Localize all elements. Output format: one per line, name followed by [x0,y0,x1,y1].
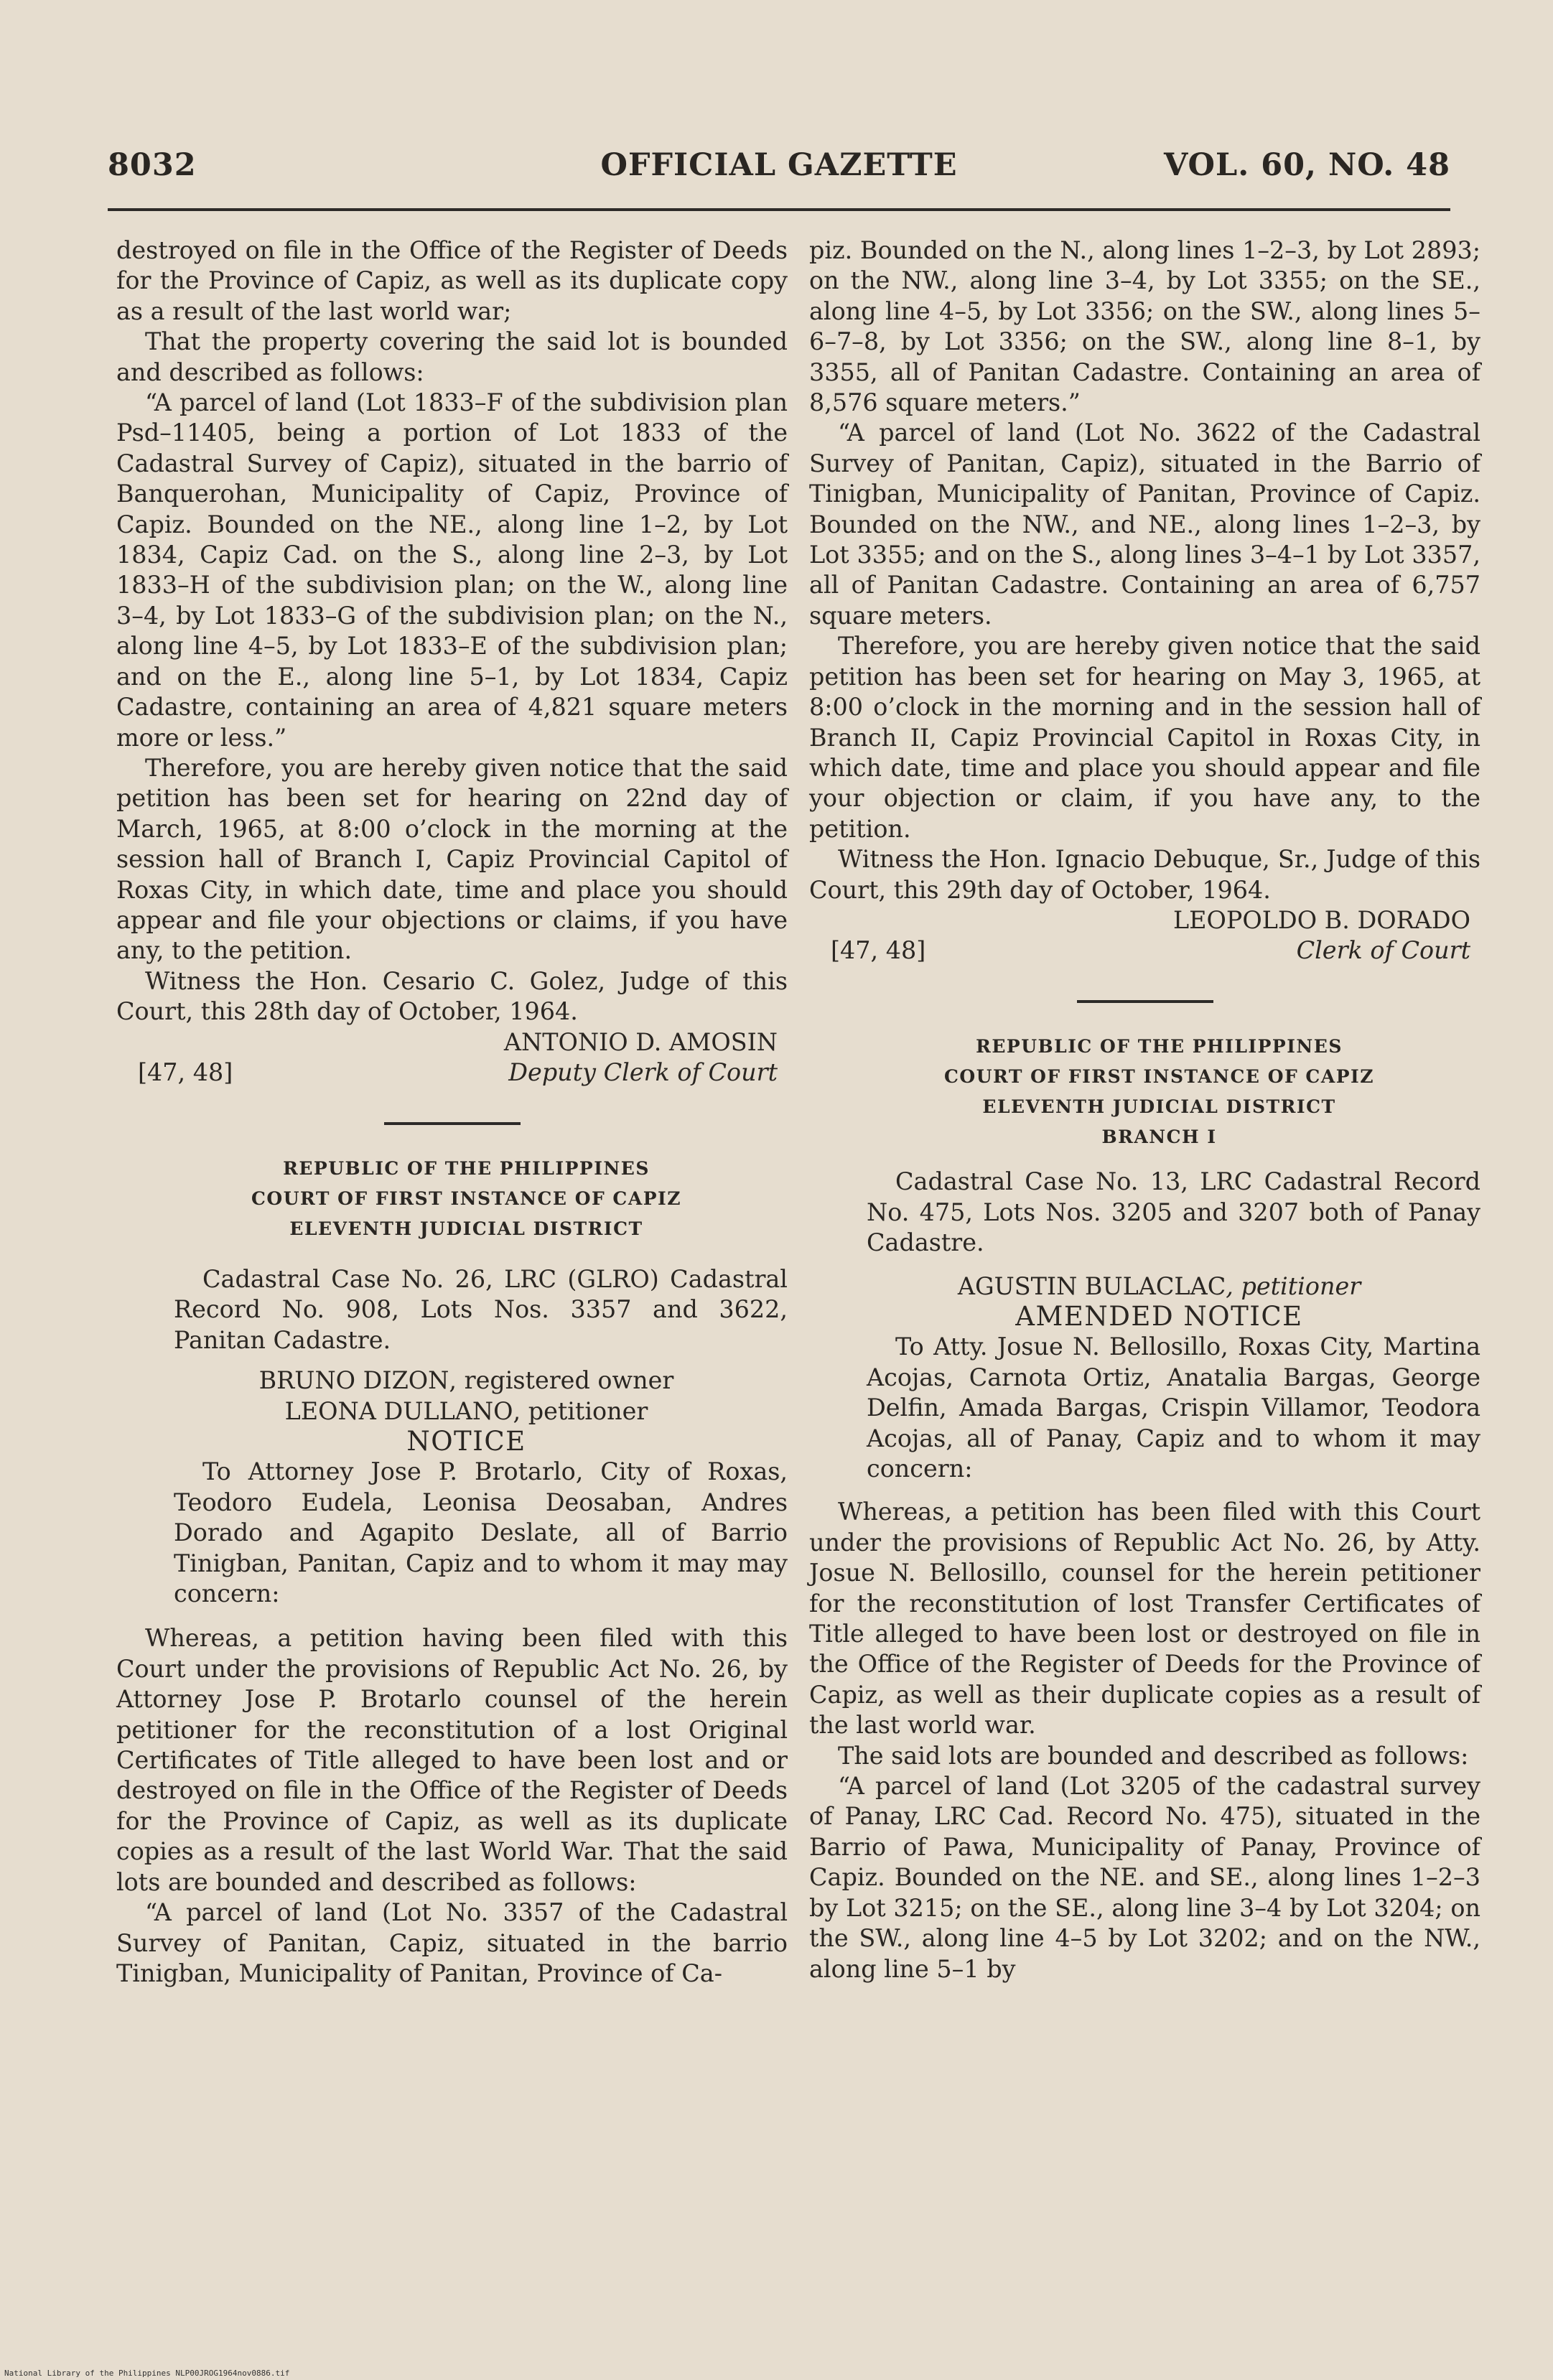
volume-number: VOL. 60, NO. 48 [1163,147,1450,183]
petitioner-line [116,1396,788,1427]
paragraph: Therefore, you are hereby given notice that the said petition has been set for hearing on 22nd day of March, 1965, at 8:00 o’clock in the morning at the session hall of Branch I, Capiz Provincial Capitol of Roxas City, in which date, time and place you should appear and file your objections or claims, if you have any, to the petition. [116,753,788,965]
paragraph: piz. Bounded on the N., along lines 1–2–3, by Lot 2893; on the NW., along line 3–4, by Lot 3355; on the SE., along line 4–5, by Lot 3356; on the SW., along lines 5–6–7–8, by Lot 3356; on the SW., along line 8–1, by 3355, all of Panitan Cadastre. Containing an area of 8,576 square meters.” [809,236,1480,417]
header-rule [108,208,1450,211]
page-header [108,147,1450,190]
petitioner-role: , petitioner [1226,1271,1361,1300]
issue-reference: [47, 48] [831,936,926,965]
paragraph: That the property covering the said lot is bounded and described as follows: [116,327,788,386]
notice-header-line: COURT OF FIRST INSTANCE OF CAPIZ [944,1066,1374,1088]
owner-line [116,1366,788,1396]
paragraph: “A parcel of land (Lot No. 3622 of the Cadastral Survey of Panitan, Capiz), situated in the Barrio of Tinigban, Municipality of Panitan, Province of Capiz. Bounded on the NW., and NE., along lines 1–2–3, by Lot 3355; and on the S., along lines 3–4–1 by Lot 3357, all of Panitan Cadastre. Containing an area of 6,757 square meters. [809,419,1480,630]
notice-heading: NOTICE [406,1426,526,1457]
issue-reference: [47, 48] [138,1058,233,1086]
addressees: To Attorney Jose P. Brotarlo, City of Roxas, Teodoro Eudela, Leonisa Deosaban, Andres Dorado and Agapito Deslate, all of Barrio Tinigban, Panitan, Capiz and to whom it may may concern: [174,1457,788,1608]
notice-header-line: ELEVENTH JUDICIAL DISTRICT [289,1218,643,1239]
notice-header-line: ELEVENTH JUDICIAL DISTRICT [982,1096,1336,1118]
notice-header-line: COURT OF FIRST INSTANCE OF CAPIZ [251,1187,681,1209]
left-column [116,235,788,1989]
notice-heading: AMENDED NOTICE [1015,1300,1303,1332]
paragraph: “A parcel of land (Lot No. 3357 of the Cadastral Survey of Panitan, Capiz, situated in the barrio Tinigban, Municipality of Panitan, Province of Ca- [116,1898,788,1987]
notice-header-line: REPUBLIC OF THE PHILIPPINES [283,1157,650,1179]
addressees: To Atty. Josue N. Bellosillo, Roxas City, Martina Acojas, Carnota Ortiz, Anatalia Bargas, George Delfin, Amada Bargas, Crispin Villamor, Teodora Acojas, all of Panay, Capiz and to whom it may concern: [867,1333,1480,1483]
notice-header-line: BRANCH I [1101,1126,1217,1148]
paragraph: Whereas, a petition has been filed with this Court under the provisions of Republic Act No. 26, by Atty. Josue N. Bellosillo, counsel for the herein petitioner for the reconstitution of lost Transfer Certificates of Title alleged to have been lost or destroyed on file in the Office of the Register of Deeds for the Province of Capiz, as well as their duplicate copies as a result of the last world war. [809,1498,1480,1740]
paragraph: Whereas, a petition having been filed with this Court under the provisions of Republic Act No. 26, by Attorney Jose P. Brotarlo counsel of the herein petitioner for the reconstitution of a lost Original Certificates of Title alleged to have been lost and or destroyed on file in the Office of the Register of Deeds for the Province of Capiz, as well as its duplicate copies as a result of the last World War. That the said lots are bounded and described as follows: [116,1624,788,1896]
signature-title: Clerk of Court [1296,936,1470,965]
publication-title: OFFICIAL GAZETTE [600,147,958,183]
paragraph: Witness the Hon. Ignacio Debuque, Sr., Judge of this Court, this 29th day of October, 1964. [809,845,1480,904]
paragraph: The said lots are bounded and described as follows: [838,1741,1469,1770]
petitioner-line [809,1271,1480,1302]
case-title: Cadastral Case No. 13, LRC Cadastral Record No. 475, Lots Nos. 3205 and 3207 both of Panay Cadastre. [867,1167,1480,1257]
petitioner-name: AGUSTIN BULACLAC [957,1271,1226,1300]
owner-role: , registered owner [449,1366,674,1395]
section-separator [1077,1000,1213,1003]
paragraph: Therefore, you are hereby given notice that the said petition has been set for hearing on May 3, 1965, at 8:00 o’clock in the morning and in the session hall of Branch II, Capiz Provincial Capitol in Roxas City, in which date, time and place you should appear and file your objection or claim, if you have any, to the petition. [809,632,1480,843]
petitioner-role: , petitioner [513,1396,648,1425]
petitioner-name: LEONA DULLANO [284,1396,513,1425]
right-column [809,235,1480,1984]
signature-row [116,1058,788,1088]
paragraph: Witness the Hon. Cesario C. Golez, Judge of this Court, this 28th day of October, 1964. [116,966,788,1026]
case-title: Cadastral Case No. 26, LRC (GLRO) Cadastral Record No. 908, Lots Nos. 3357 and 3622, Panitan Cadastre. [174,1264,788,1354]
paragraph: destroyed on file in the Office of the Register of Deeds for the Province of Capiz, as well as its duplicate copy as a result of the last world war; [116,236,788,325]
signature-row [809,935,1480,966]
paragraph: “A parcel of land (Lot 1833–F of the subdivision plan Psd–11405, being a portion of Lot 1833 of the Cadastral Survey of Capiz), situated in the barrio of Banquerohan, Municipality of Capiz, Province of Capiz. Bounded on the NE., along line 1–2, by Lot 1834, Capiz Cad. on the S., along line 2–3, by Lot 1833–H of the subdivision plan; on the W., along line 3–4, by Lot 1833–G of the subdivision plan; on the N., along line 4–5, by Lot 1833–E of the subdivision plan; and on the E., along line 5–1, by Lot 1834, Capiz Cadastre, containing an area of 4,821 square meters more or less.” [116,388,788,752]
owner-name: BRUNO DIZON [258,1366,449,1395]
section-separator [384,1122,521,1125]
page-number: 8032 [108,147,197,183]
signature-title: Deputy Clerk of Court [508,1058,778,1086]
scan-footer: National Library of the Philippines NLP00JROG1964nov0886.tif [4,2369,290,2378]
signature-name: ANTONIO D. AMOSIN [503,1027,778,1056]
notice-header-line: REPUBLIC OF THE PHILIPPINES [976,1036,1343,1058]
signature-name: LEOPOLDO B. DORADO [1172,905,1470,934]
paragraph: “A parcel of land (Lot 3205 of the cadastral survey of Panay, LRC Cad. Record No. 475), situated in the Barrio of Pawa, Municipality of Panay, Province of Capiz. Bounded on the NE. and SE., along lines 1–2–3 by Lot 3215; on the SE., along line 3–4 by Lot 3204; on the SW., along line 4–5 by Lot 3202; and on the NW., along line 5–1 by [809,1772,1480,1983]
